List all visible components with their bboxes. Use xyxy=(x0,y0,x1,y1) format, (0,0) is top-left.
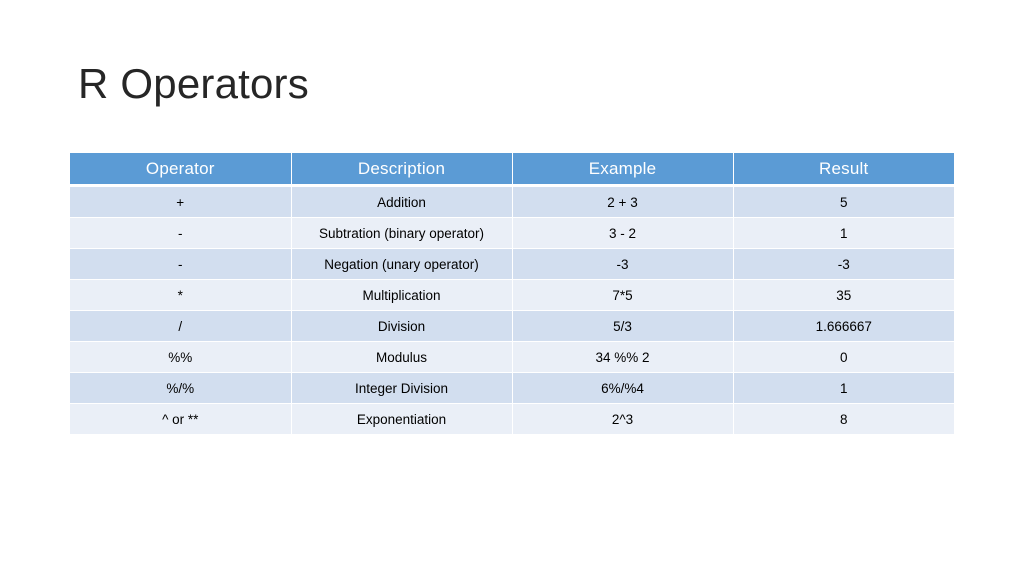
header-description: Description xyxy=(291,153,512,186)
result-cell: 35 xyxy=(733,280,954,311)
operator-cell: ^ or ** xyxy=(70,404,291,435)
operator-cell: * xyxy=(70,280,291,311)
description-cell: Modulus xyxy=(291,342,512,373)
result-cell: 8 xyxy=(733,404,954,435)
example-cell: 34 %% 2 xyxy=(512,342,733,373)
table-header-row xyxy=(70,153,954,186)
operator-cell: - xyxy=(70,249,291,280)
table-row xyxy=(70,373,954,404)
table-row xyxy=(70,311,954,342)
result-cell: 0 xyxy=(733,342,954,373)
table-row xyxy=(70,280,954,311)
operator-cell: / xyxy=(70,311,291,342)
example-cell: 5/3 xyxy=(512,311,733,342)
result-cell: 1 xyxy=(733,373,954,404)
slide-title: R Operators xyxy=(78,60,309,107)
description-cell: Integer Division xyxy=(291,373,512,404)
table-row xyxy=(70,342,954,373)
result-cell: 1.666667 xyxy=(733,311,954,342)
table-row xyxy=(70,404,954,435)
result-cell: 1 xyxy=(733,218,954,249)
header-example: Example xyxy=(512,153,733,186)
description-cell: Exponentiation xyxy=(291,404,512,435)
header-operator: Operator xyxy=(70,153,291,186)
description-cell: Subtration (binary operator) xyxy=(291,218,512,249)
operator-cell: %/% xyxy=(70,373,291,404)
result-cell: 5 xyxy=(733,186,954,218)
example-cell: 7*5 xyxy=(512,280,733,311)
result-cell: -3 xyxy=(733,249,954,280)
table-row xyxy=(70,186,954,218)
example-cell: 2^3 xyxy=(512,404,733,435)
example-cell: 3 - 2 xyxy=(512,218,733,249)
description-cell: Negation (unary operator) xyxy=(291,249,512,280)
operator-cell: - xyxy=(70,218,291,249)
example-cell: 6%/%4 xyxy=(512,373,733,404)
header-result: Result xyxy=(733,153,954,186)
operators-table xyxy=(70,153,954,435)
example-cell: 2 + 3 xyxy=(512,186,733,218)
example-cell: -3 xyxy=(512,249,733,280)
description-cell: Multiplication xyxy=(291,280,512,311)
description-cell: Addition xyxy=(291,186,512,218)
table-row xyxy=(70,249,954,280)
operator-cell: %% xyxy=(70,342,291,373)
operator-cell: + xyxy=(70,186,291,218)
description-cell: Division xyxy=(291,311,512,342)
table-row xyxy=(70,218,954,249)
